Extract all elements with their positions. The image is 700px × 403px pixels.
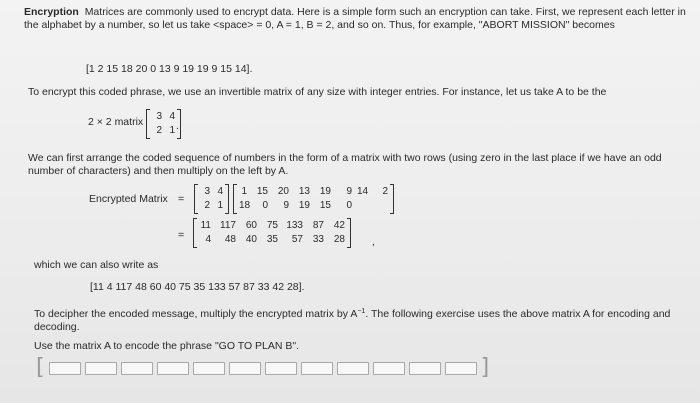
- answer-input-4[interactable]: [157, 362, 189, 375]
- inverse-superscript: −1: [357, 308, 366, 315]
- matrix-a-cell: 4: [217, 186, 223, 197]
- encrypted-matrix-cell: 33: [312, 234, 324, 245]
- coded-matrix-cell: 19: [298, 200, 310, 211]
- coded-matrix-cell: 0: [262, 200, 268, 211]
- matrix-size-label: 2 × 2 matrix: [88, 116, 144, 128]
- encrypted-matrix-cell: 28: [333, 234, 345, 245]
- coded-matrix-cell: 19: [319, 186, 331, 197]
- answer-boxes: [49, 362, 477, 375]
- encrypted-matrix: [193, 219, 351, 247]
- decipher-paragraph: [34, 305, 689, 334]
- encrypted-sequence: [11 4 117 48 60 40 75 35 133 57 87 33 42 28].: [90, 281, 305, 293]
- coded-matrix-cell: 2: [382, 186, 388, 197]
- coded-matrix-cell: 9: [283, 200, 289, 211]
- coded-matrix-cell: 14: [357, 186, 369, 197]
- encrypted-matrix-cell: 57: [291, 234, 303, 245]
- encrypted-matrix-cell: 75: [266, 220, 278, 231]
- matrix-a-cell: 2: [156, 125, 162, 136]
- encrypted-matrix-cell: 117: [220, 220, 236, 231]
- period: .: [176, 120, 179, 132]
- coded-matrix-cell: 20: [277, 186, 289, 197]
- answer-input-11[interactable]: [409, 362, 441, 375]
- encrypted-matrix-cell: 4: [205, 234, 211, 245]
- answer-input-7[interactable]: [265, 362, 297, 375]
- matrix-a-product: [194, 185, 229, 213]
- coded-matrix-cell: 15: [319, 200, 331, 211]
- equals-sign: =: [178, 229, 185, 241]
- open-bracket: [: [36, 355, 45, 380]
- decipher-text-1: To decipher the encoded message, multiply the encrypted matrix by A: [34, 308, 358, 320]
- matrix-a-cell: 3: [156, 111, 162, 122]
- matrix-a-cell: 2: [204, 200, 210, 211]
- encrypted-matrix-cell: 35: [266, 234, 278, 245]
- coded-matrix-cell: 13: [298, 186, 310, 197]
- coded-matrix-cell: 9: [346, 186, 352, 197]
- encrypted-matrix-cell: 42: [333, 220, 345, 231]
- coded-sequence: [1 2 15 18 20 0 13 9 19 19 9 15 14].: [86, 63, 253, 75]
- coded-matrix-cell: 0: [346, 200, 352, 211]
- which-paragraph: which we can also write as: [34, 259, 159, 271]
- answer-input-1[interactable]: [49, 362, 81, 375]
- answer-row: [36, 357, 489, 379]
- coded-matrix-cell: 1: [241, 186, 247, 197]
- answer-input-3[interactable]: [121, 362, 153, 375]
- encrypted-matrix-cell: 60: [245, 220, 257, 231]
- answer-input-12[interactable]: [445, 362, 477, 375]
- answer-input-10[interactable]: [373, 362, 405, 375]
- answer-input-2[interactable]: [85, 362, 117, 375]
- trailing-comma: ,: [372, 236, 375, 248]
- answer-input-6[interactable]: [229, 362, 261, 375]
- answer-input-9[interactable]: [337, 362, 369, 375]
- answer-input-8[interactable]: [301, 362, 333, 375]
- matrix-a-cell: 4: [169, 111, 175, 122]
- encrypted-matrix-cell: 11: [200, 220, 211, 231]
- encrypted-matrix-label: Encrypted Matrix: [89, 193, 168, 205]
- matrix-a-cell: 3: [204, 186, 210, 197]
- intro-paragraph: [24, 6, 694, 32]
- matrix-choice-paragraph: To encrypt this coded phrase, we use an invertible matrix of any size with integer entries. For instance, let us take A to be the: [28, 86, 607, 98]
- instruction: Use the matrix A to encode the phrase "GO TO PLAN B".: [34, 340, 300, 352]
- encrypted-matrix-cell: 40: [245, 234, 257, 245]
- matrix-a-cell: 1: [217, 200, 223, 211]
- decipher-text-2: . The following exercise uses the above matrix A for encoding and decoding.: [34, 308, 671, 333]
- close-bracket: ]: [480, 355, 490, 380]
- encrypted-matrix-cell: 87: [312, 220, 324, 231]
- answer-input-5[interactable]: [193, 362, 225, 375]
- encrypted-matrix-cell: 48: [224, 234, 236, 245]
- coded-matrix-cell: 18: [239, 200, 251, 211]
- encryption-heading: Encryption: [24, 6, 79, 18]
- matrix-a-cell: 1: [169, 125, 175, 136]
- coded-matrix-cell: 15: [256, 186, 268, 197]
- coded-matrix: [233, 185, 394, 213]
- intro-text: Matrices are commonly used to encrypt data. Here is a simple form such an encryption can take. First, we represent each letter in the alphabet by a number, so let us take <space> = 0, A = 1, B = 2, and so on. Thus, for example, "ABORT MISSION" becomes: [24, 6, 686, 31]
- encrypted-matrix-cell: 133: [286, 220, 303, 231]
- arrange-paragraph: We can first arrange the coded sequence of numbers in the form of a matrix with two rows (using zero in the last place if we have an odd number of characters) and then multiply on the left by A.: [28, 152, 662, 177]
- equals-sign: =: [178, 193, 185, 205]
